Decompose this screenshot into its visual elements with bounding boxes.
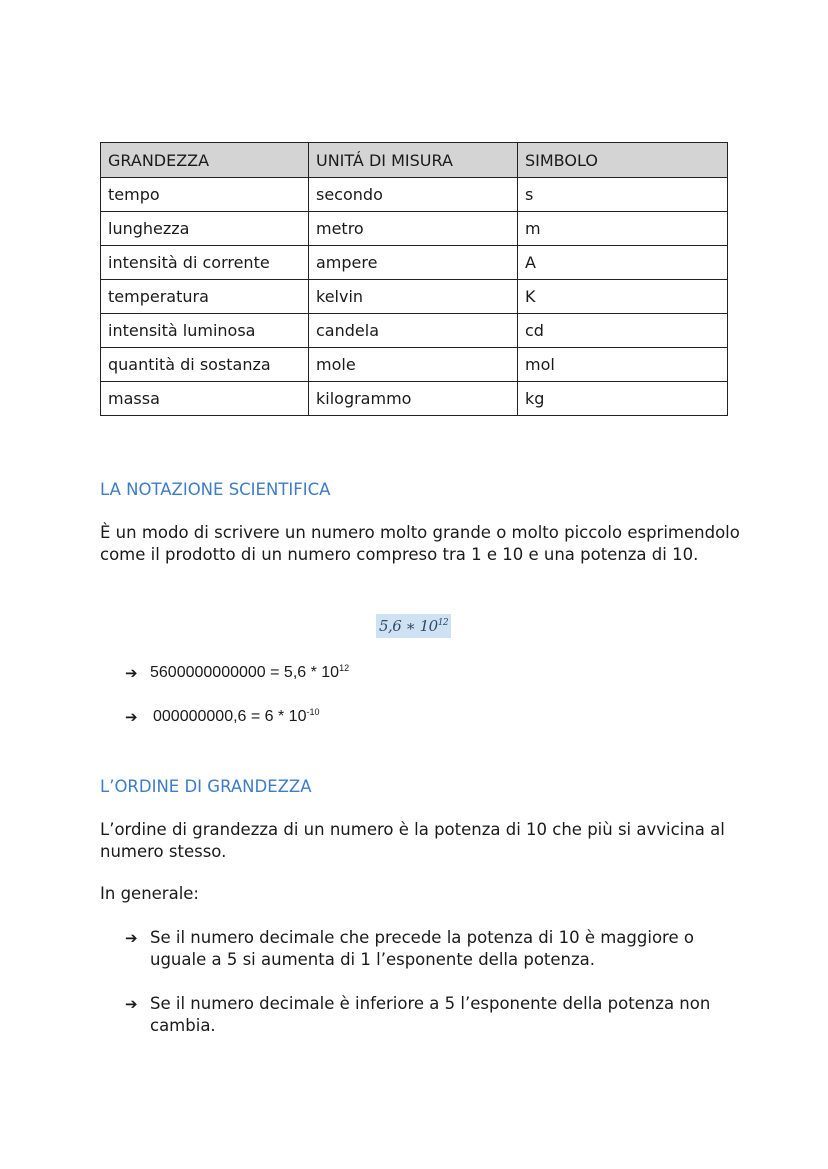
example-exponent: 12 — [339, 663, 350, 673]
formula-exponent: 12 — [437, 618, 449, 628]
cell-simbolo: cd — [518, 314, 728, 348]
cell-grandezza: temperatura — [101, 280, 309, 314]
rule-item — [125, 993, 735, 1037]
highlighted-formula — [376, 614, 451, 638]
example-item — [125, 706, 735, 728]
cell-unita: kilogrammo — [309, 382, 518, 416]
cell-grandezza: intensità di corrente — [101, 246, 309, 280]
header-simbolo: SIMBOLO — [518, 143, 728, 178]
cell-grandezza: massa — [101, 382, 309, 416]
cell-simbolo: s — [518, 178, 728, 212]
cell-unita: secondo — [309, 178, 518, 212]
cell-unita: mole — [309, 348, 518, 382]
formula-base: 5,6 ∗ 10 — [379, 617, 438, 635]
cell-grandezza: lunghezza — [101, 212, 309, 246]
table-row — [101, 212, 728, 246]
rule-text: Se il numero decimale che precede la potenza di 10 è maggiore o uguale a 5 si aumenta di 1 l’esponente della potenza. — [150, 928, 694, 969]
header-unita-di-misura: UNITÁ DI MISURA — [309, 143, 518, 178]
arrow-icon: ➔ — [125, 708, 138, 726]
section-title-ordine-di-grandezza: L’ORDINE DI GRANDEZZA — [100, 777, 312, 796]
table-row — [101, 382, 728, 416]
table-row — [101, 280, 728, 314]
table-row — [101, 314, 728, 348]
cell-simbolo: m — [518, 212, 728, 246]
cell-unita: candela — [309, 314, 518, 348]
section-title-notazione-scientifica: LA NOTAZIONE SCIENTIFICA — [100, 480, 331, 499]
example-text: $5600000000000 = 5,6 * 10^{12}$ — [150, 663, 350, 681]
cell-simbolo: K — [518, 280, 728, 314]
cell-unita: kelvin — [309, 280, 518, 314]
paragraph-notazione-definition: È un modo di scrivere un numero molto grande o molto piccolo esprimendolo come il prodotto di un numero compreso tra 1 e 10 e una potenza di 10. — [100, 523, 740, 564]
table-row — [101, 246, 728, 280]
header-grandezza: GRANDEZZA — [101, 143, 309, 178]
cell-unita: ampere — [309, 246, 518, 280]
arrow-icon: ➔ — [125, 995, 138, 1013]
cell-grandezza: tempo — [101, 178, 309, 212]
cell-simbolo: kg — [518, 382, 728, 416]
arrow-icon: ➔ — [125, 664, 138, 682]
arrow-icon: ➔ — [125, 929, 138, 947]
cell-grandezza: intensità luminosa — [101, 314, 309, 348]
table-row — [101, 348, 728, 382]
example-text: $000000000,6 = 6 * 10^{-10}$ — [153, 707, 320, 725]
paragraph-in-generale: In generale: — [100, 884, 199, 903]
cell-simbolo: mol — [518, 348, 728, 382]
table-header-row — [101, 143, 728, 178]
example-exponent: -10 — [306, 707, 320, 717]
cell-unita: metro — [309, 212, 518, 246]
cell-simbolo: A — [518, 246, 728, 280]
rule-item — [125, 927, 735, 971]
units-table — [100, 142, 728, 416]
table-row — [101, 178, 728, 212]
cell-grandezza: quantità di sostanza — [101, 348, 309, 382]
paragraph-ordine-definition: L’ordine di grandezza di un numero è la potenza di 10 che più si avvicina al numero stesso. — [100, 820, 725, 861]
rule-text: Se il numero decimale è inferiore a 5 l’esponente della potenza non cambia. — [150, 994, 711, 1035]
example-item — [125, 662, 735, 684]
